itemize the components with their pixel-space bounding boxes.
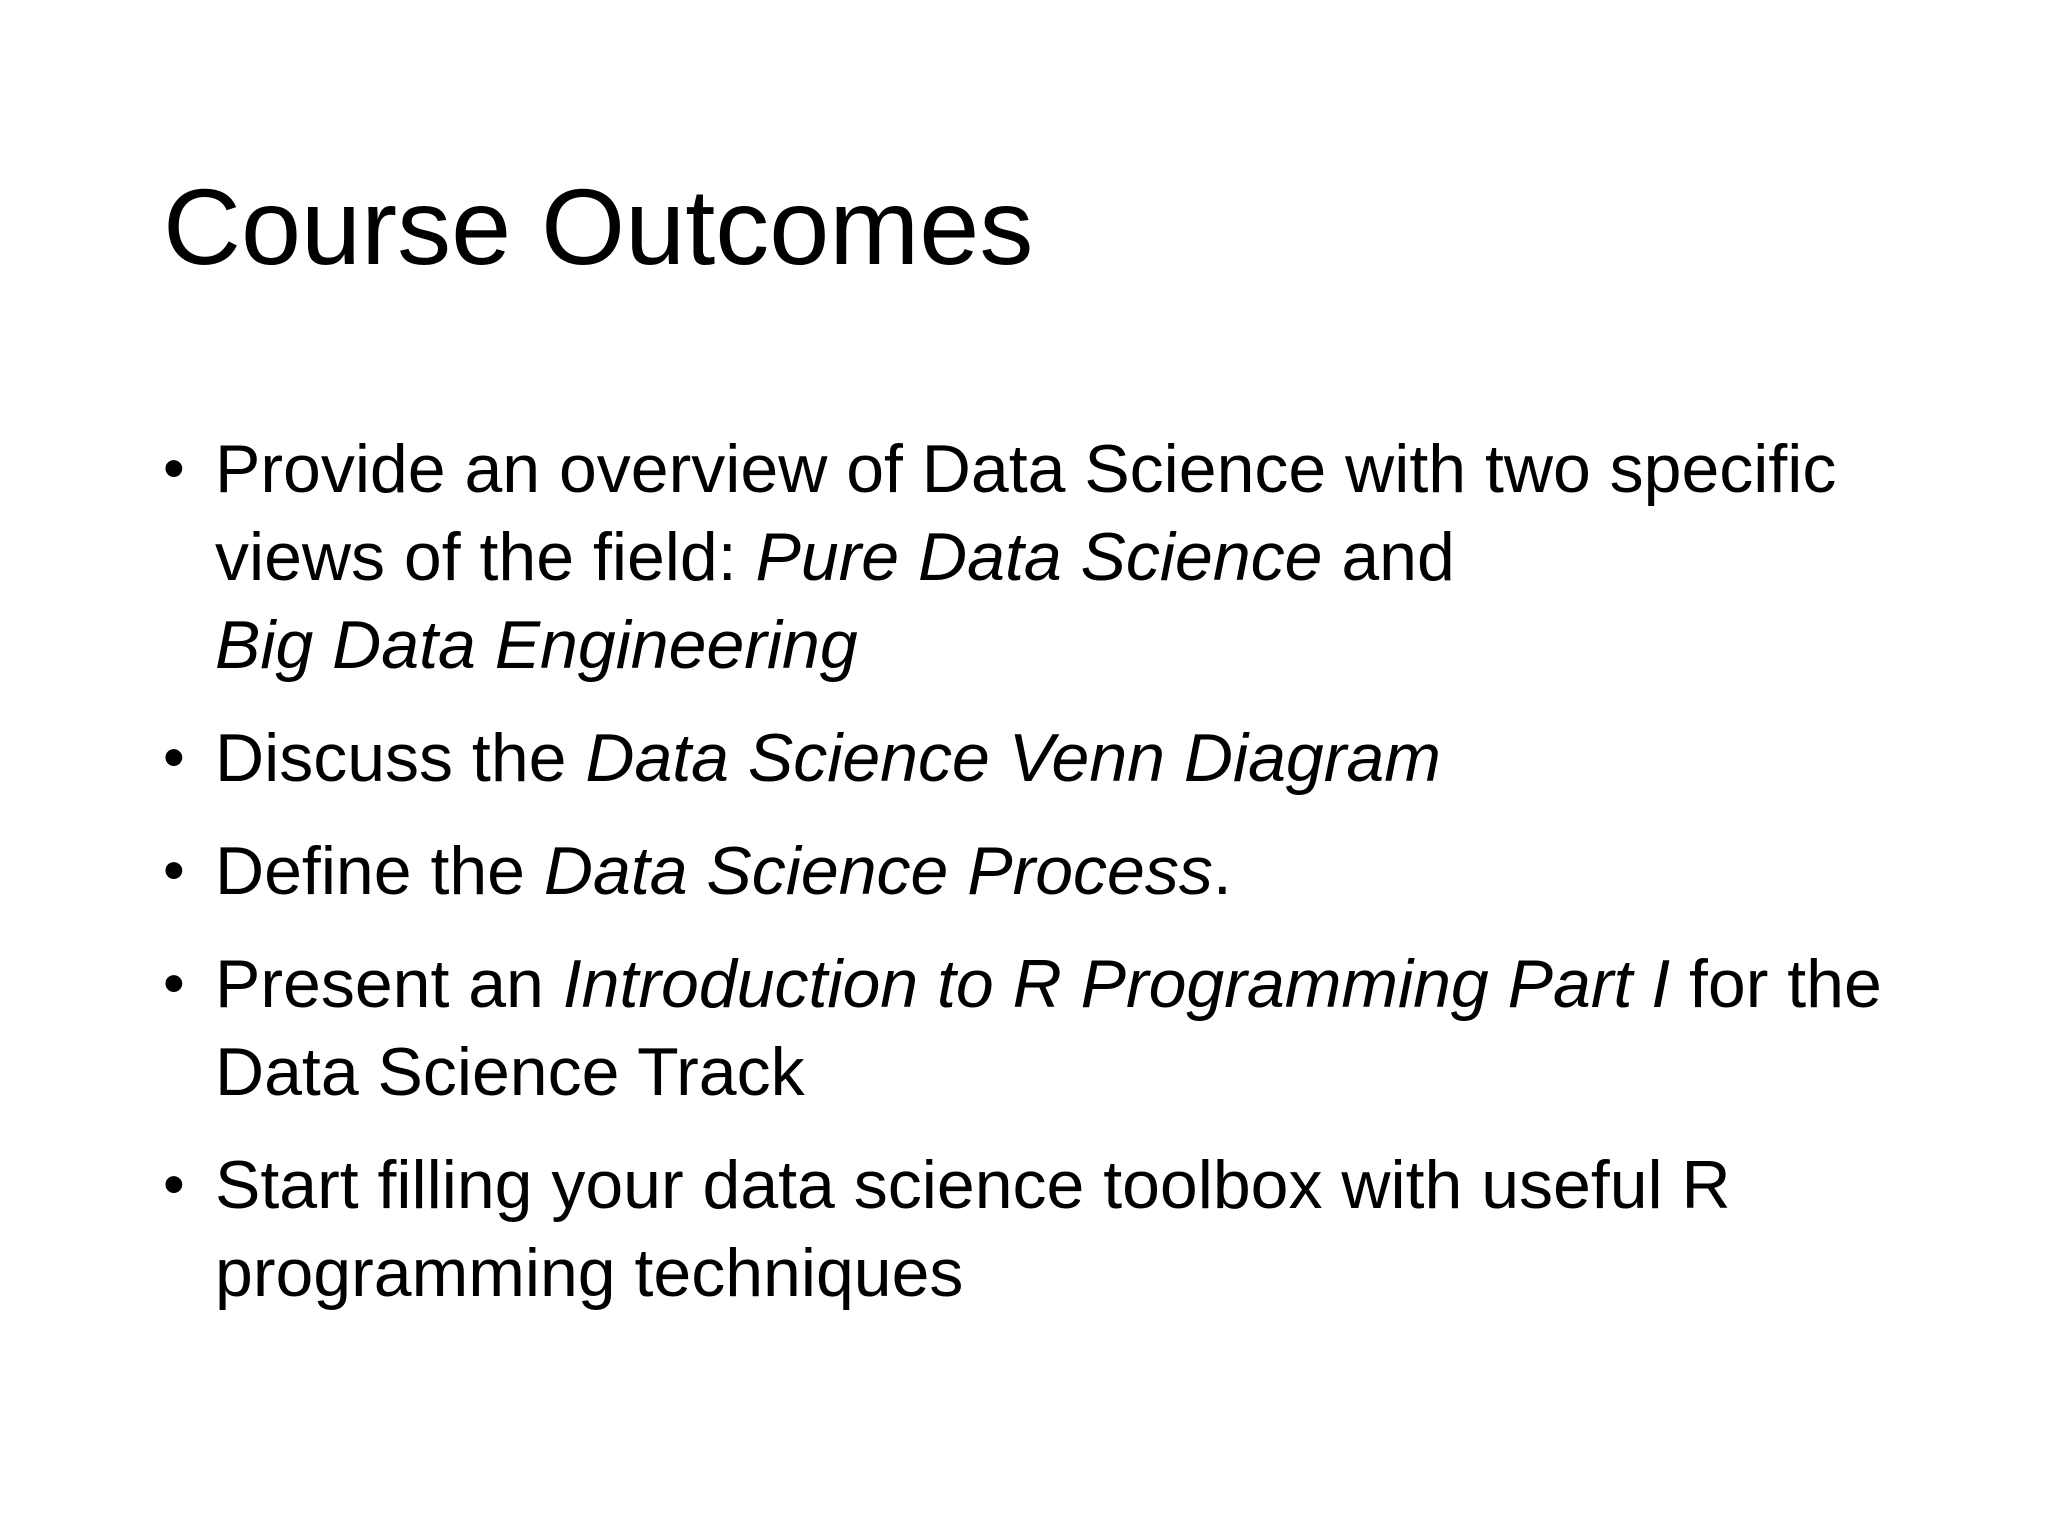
- outcome-text: [215, 1147, 1731, 1311]
- outcome-item-4: [163, 940, 1923, 1116]
- outcomes-list: [163, 425, 1923, 1342]
- outcome-emphasis: Data Science Venn Diagram: [585, 720, 1441, 796]
- outcome-item-2: [163, 714, 1923, 802]
- outcome-text-segment: for the Data Science Track: [215, 946, 1882, 1110]
- bullet-icon: •: [163, 836, 185, 905]
- outcome-item-1: [163, 425, 1923, 689]
- bullet-icon: •: [163, 949, 185, 1018]
- outcome-emphasis: Introduction to R Programming Part I: [562, 946, 1671, 1022]
- outcome-text-segment: Present an: [215, 946, 563, 1022]
- outcome-emphasis: Data Science Process: [543, 833, 1213, 909]
- outcome-text-segment: Start filling your data science toolbox with useful R programming techniques: [215, 1147, 1731, 1311]
- outcome-text-segment: Provide an overview of Data Science with two specific views of the field:: [215, 431, 1837, 595]
- outcome-text-segment: and: [1322, 519, 1455, 595]
- outcome-text: [215, 833, 1232, 909]
- outcome-text: [215, 720, 1441, 796]
- outcome-text-segment: Define the: [215, 833, 544, 909]
- outcome-emphasis: Pure Data Science: [755, 519, 1323, 595]
- outcome-text: [215, 431, 1836, 683]
- outcome-text-segment: .: [1212, 833, 1232, 909]
- bullet-icon: •: [163, 434, 185, 503]
- bullet-icon: •: [163, 723, 185, 792]
- outcome-item-3: [163, 827, 1923, 915]
- bullet-icon: •: [163, 1150, 185, 1219]
- outcome-text: [215, 946, 1882, 1110]
- outcome-emphasis: Big Data Engineering: [215, 607, 858, 683]
- outcome-text-segment: Discuss the: [215, 720, 586, 796]
- slide-title: Course Outcomes: [163, 166, 1034, 287]
- outcome-item-5: [163, 1141, 1923, 1317]
